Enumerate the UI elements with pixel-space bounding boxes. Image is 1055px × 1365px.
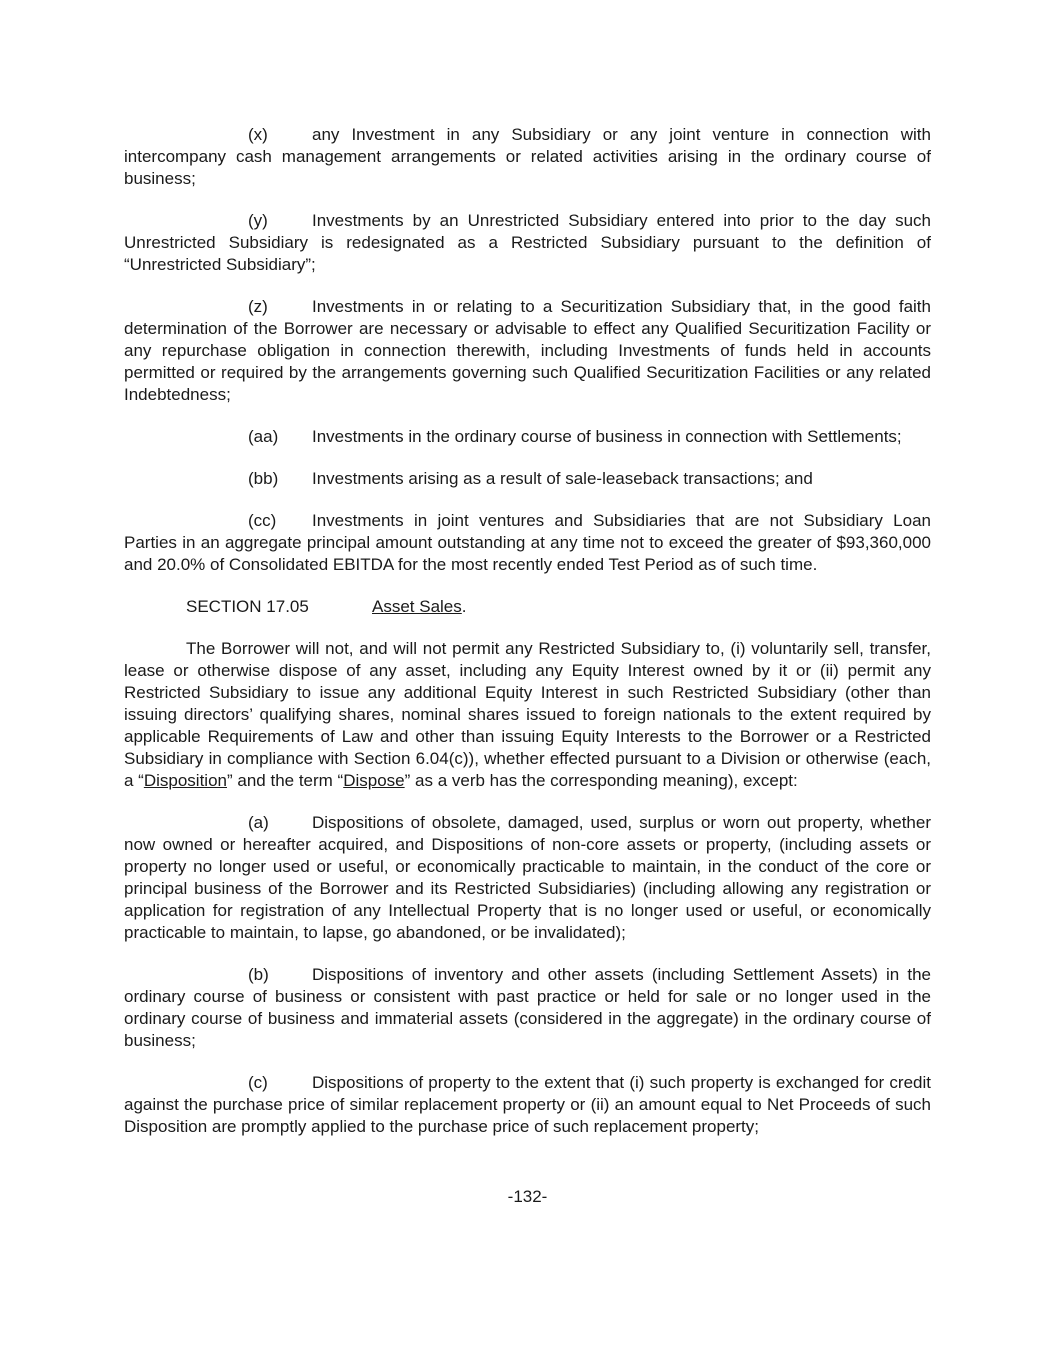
clause-text: Dispositions of obsolete, damaged, used, surplus or worn out property, whether now owned or hereafter acquired, and Dispositions of non-core assets or property, (including assets or property no longer used or useful, or economically practicable to maintain, in the conduct of the core or principal business of the Borrower and its Restricted Subsidiaries) (including allowing any registration or application for registration of any Intellectual Property that is no longer used or useful, or economically practicable to maintain, to lapse, go abandoned, or be invalidated); xyxy=(124,813,931,942)
clause-z xyxy=(124,296,931,406)
clause-c xyxy=(124,1072,931,1138)
clause-label: (a) xyxy=(248,813,269,832)
intro-text: ” as a verb has the corresponding meaning), except: xyxy=(404,771,798,790)
clause-label: (b) xyxy=(248,965,269,984)
clause-label: (y) xyxy=(248,211,268,230)
section-intro xyxy=(124,638,931,792)
clause-text: Dispositions of inventory and other assets (including Settlement Assets) in the ordinary course of business or consistent with past practice or held for sale or no longer used in the ordinary course of business and immaterial assets (considered in the aggregate) in the ordinary course of business; xyxy=(124,965,931,1050)
clause-x xyxy=(124,124,931,190)
section-heading xyxy=(124,596,931,618)
clause-label: (aa) xyxy=(248,427,279,446)
intro-text: ” and the term “ xyxy=(227,771,344,790)
defined-term-disposition: Disposition xyxy=(143,771,227,790)
clause-text: Investments by an Unrestricted Subsidiary entered into prior to the day such Unrestricted Subsidiary is redesignated as a Restricted Subsidiary pursuant to the definition of “Unrestricted Subsidiary”; xyxy=(124,211,931,274)
section-number: SECTION 17.05 xyxy=(186,597,309,616)
clause-label: (z) xyxy=(248,297,268,316)
clause-label: (bb) xyxy=(248,469,279,488)
page-number: -132- xyxy=(507,1187,548,1206)
clause-text: Investments in joint ventures and Subsidiaries that are not Subsidiary Loan Parties in an aggregate principal amount outstanding at any time not to exceed the greater of $93,360,000 and 20.0% of Consolidated EBITDA for the most recently ended Test Period as of such time. xyxy=(124,511,931,574)
section-title: Asset Sales xyxy=(372,597,462,616)
clause-text: Investments in or relating to a Securitization Subsidiary that, in the good faith determination of the Borrower are necessary or advisable to effect any Qualified Securitization Facility or any repurchase obligation in connection therewith, including Investments of funds held in accounts permitted or required by the arrangements governing such Qualified Securitization Facilities or any related Indebtedness; xyxy=(124,297,931,404)
clause-b xyxy=(124,964,931,1052)
clause-y xyxy=(124,210,931,276)
clause-label: (x) xyxy=(248,125,268,144)
clause-text: Investments arising as a result of sale-leaseback transactions; and xyxy=(312,469,813,488)
clause-label: (cc) xyxy=(248,511,277,530)
clause-cc xyxy=(124,510,931,576)
clause-text: Investments in the ordinary course of business in connection with Settlements; xyxy=(312,427,902,446)
page-body xyxy=(124,124,931,1158)
intro-text: The Borrower will not, and will not permit any Restricted Subsidiary to, (i) voluntarily sell, transfer, lease or otherwise dispose of any asset, including any Equity Interest owned by it or (ii) permit any Restricted Subsidiary to issue any additional Equity Interest in such Restricted Subsidiary (other than issuing directors’ qualifying shares, nominal shares issued to foreign nationals to the extent required by applicable Requirements of Law and other than issuing Equity Interests to the Borrower or a Restricted Subsidiary in compliance with Section 6.04(c)), whether effected pursuant to a Division or otherwise (each, a “ xyxy=(124,639,931,790)
clause-text: any Investment in any Subsidiary or any joint venture in connection with intercompany cash management arrangements or related activities arising in the ordinary course of business; xyxy=(124,125,931,188)
defined-term-dispose: Dispose xyxy=(343,771,405,790)
clause-text: Dispositions of property to the extent that (i) such property is exchanged for credit against the purchase price of similar replacement property or (ii) an amount equal to Net Proceeds of such Disposition are promptly applied to the purchase price of such replacement property; xyxy=(124,1073,931,1136)
clause-bb xyxy=(124,468,931,490)
clause-a xyxy=(124,812,931,944)
clause-label: (c) xyxy=(248,1073,268,1092)
clause-aa xyxy=(124,426,931,448)
section-title-suffix: . xyxy=(461,597,467,616)
